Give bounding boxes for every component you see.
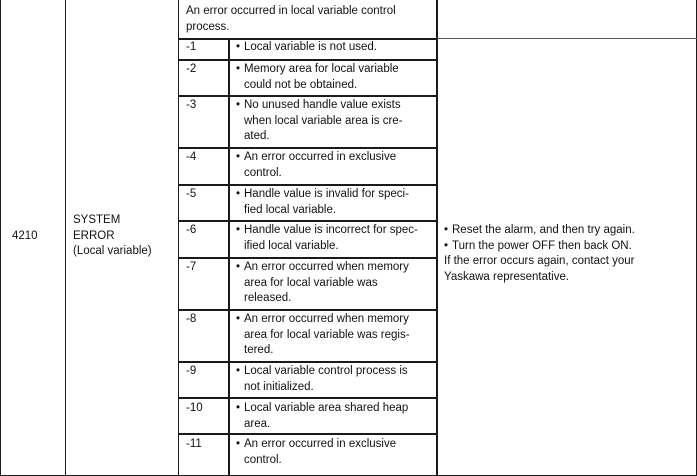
bullet-mark: • [236, 438, 241, 450]
remedy-note-line: If the error occurs again, contact your [444, 255, 635, 267]
desc-line: Local variable area shared heap [244, 402, 409, 414]
desc-line: when local variable area is cre- [244, 114, 403, 127]
grid-line [0, 0, 1, 476]
grid-line [178, 59, 437, 61]
desc-line: not initialized. [244, 380, 314, 393]
subcode: -10 [186, 402, 203, 414]
grid-line [436, 0, 438, 476]
subcode-header-line: An error occurred in local variable control [186, 5, 396, 17]
bullet-mark: • [236, 365, 241, 377]
subcode: -6 [186, 224, 197, 236]
subcode: -3 [186, 99, 197, 111]
bullet-mark: • [236, 151, 241, 163]
desc-line: area for local variable was [244, 276, 378, 289]
bullet-mark: • [236, 188, 241, 200]
bullet-mark: • [236, 402, 241, 414]
grid-line [178, 0, 179, 476]
bullet-mark: • [236, 41, 241, 53]
bullet-mark: • [236, 63, 241, 75]
bullet-mark: • [236, 261, 241, 273]
subcode: -8 [186, 313, 197, 325]
subcode-header-line: process. [186, 20, 230, 33]
bullet-mark: • [444, 239, 449, 252]
desc-line: area. [244, 417, 271, 430]
desc-line: Local variable is not used. [244, 41, 377, 53]
alarm-name-line: SYSTEM [73, 214, 121, 226]
grid-line [178, 309, 437, 311]
grid-line [65, 0, 66, 476]
desc-line: ated. [244, 130, 270, 142]
grid-line [178, 361, 437, 363]
alarm-code: 4210 [12, 230, 38, 242]
subcode: -2 [186, 63, 197, 75]
desc-line: Handle value is incorrect for spec- [244, 224, 418, 236]
subcode: -11 [186, 438, 202, 450]
desc-line: An error occurred in exclusive [244, 438, 397, 450]
alarm-name-line: ERROR [73, 229, 115, 242]
desc-line: control. [244, 453, 282, 466]
grid-line [178, 95, 437, 97]
remedy-note-line: Yaskawa representative. [444, 270, 570, 283]
grid-line [178, 433, 437, 435]
subcode: -5 [186, 188, 197, 200]
desc-line: Local variable control process is [244, 365, 408, 377]
desc-line: ified local variable. [244, 239, 339, 252]
remedy-line: Turn the power OFF then back ON. [452, 239, 632, 252]
bullet-mark: • [236, 224, 241, 236]
desc-line: tered. [244, 344, 274, 356]
bullet-mark: • [236, 313, 241, 325]
bullet-mark: • [236, 99, 241, 111]
grid-line [178, 397, 437, 399]
desc-line: An error occurred in exclusive [244, 151, 397, 163]
desc-line: An error occurred when memory [244, 313, 409, 325]
desc-line: An error occurred when memory [244, 261, 409, 273]
grid-line [178, 220, 437, 222]
grid-line [437, 38, 697, 39]
desc-line: Handle value is invalid for speci- [244, 188, 409, 200]
desc-line: area for local variable was regis- [244, 328, 410, 341]
subcode: -4 [186, 151, 197, 163]
grid-line [178, 147, 437, 149]
subcode: -1 [186, 41, 197, 53]
subcode: -7 [186, 261, 197, 273]
remedy-line: Reset the alarm, and then try again. [452, 224, 635, 236]
subcode: -9 [186, 365, 197, 377]
desc-line: No unused handle value exists [244, 99, 401, 111]
bullet-mark: • [444, 224, 449, 236]
grid-line [178, 257, 437, 259]
alarm-name-line: (Local variable) [73, 245, 152, 257]
desc-line: could not be obtained. [244, 78, 358, 91]
desc-line: fied local variable. [244, 203, 337, 216]
desc-line: control. [244, 166, 282, 179]
grid-line [178, 184, 437, 186]
desc-line: released. [244, 292, 292, 304]
desc-line: Memory area for local variable [244, 63, 399, 75]
